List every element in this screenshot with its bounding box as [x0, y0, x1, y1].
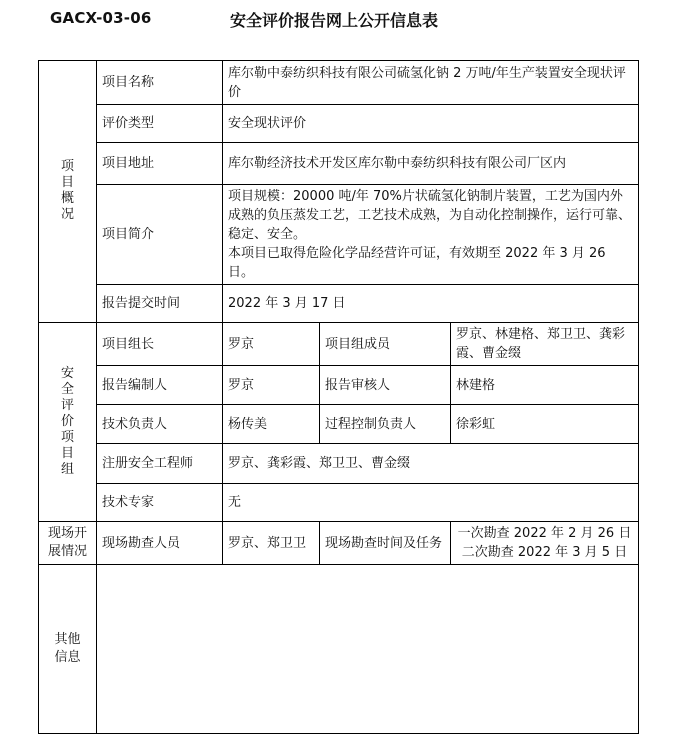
- tech-lead-value: 杨传美: [223, 405, 320, 444]
- table-row: [39, 285, 639, 323]
- project-intro-line: 项目规模：20000 吨/年 70%片状硫氢化钠制片装置，工艺为国内外成熟的负压蒸发工艺，工艺技术成熟，为自动化控制操作，运行可靠、稳定、安全。: [228, 189, 632, 242]
- table-row: [39, 61, 639, 105]
- other-info-value: [97, 565, 639, 734]
- tech-lead-label: 技术负责人: [97, 405, 223, 444]
- section-site-work: 现场开展情况: [39, 522, 97, 565]
- table-row: [39, 185, 639, 285]
- project-address-label: 项目地址: [97, 143, 223, 185]
- project-name-value: 库尔勒中泰纺织科技有限公司硫氢化钠 2 万吨/年生产装置安全现状评价: [223, 61, 639, 105]
- project-intro-value: [223, 185, 639, 285]
- table-row: [39, 444, 639, 484]
- project-intro-label: 项目简介: [97, 185, 223, 285]
- document-code: GACX-03-06: [50, 9, 152, 27]
- report-reviewer-value: 林建格: [451, 366, 639, 405]
- process-control-label: 过程控制负责人: [320, 405, 451, 444]
- tech-expert-value: 无: [223, 484, 639, 522]
- table-row: [39, 484, 639, 522]
- site-time-label: 现场勘查时间及任务: [320, 522, 451, 565]
- table-row: [39, 405, 639, 444]
- table-row: [39, 522, 639, 565]
- submit-time-value: 2022 年 3 月 17 日: [223, 285, 639, 323]
- team-members-value: 罗京、林建格、郑卫卫、龚彩霞、曹金缀: [451, 323, 639, 366]
- project-intro-line: 本项目已取得危险化学品经营许可证，有效期至 2022 年 3 月 26 日。: [228, 246, 606, 280]
- table-row: [39, 143, 639, 185]
- section-project-overview: 项目概况: [39, 61, 97, 323]
- section-evaluation-team: 安全评价项目组: [39, 323, 97, 522]
- safety-engineers-value: 罗京、龚彩霞、郑卫卫、曹金缀: [223, 444, 639, 484]
- table-row: [39, 323, 639, 366]
- safety-engineers-label: 注册安全工程师: [97, 444, 223, 484]
- team-leader-label: 项目组长: [97, 323, 223, 366]
- submit-time-label: 报告提交时间: [97, 285, 223, 323]
- team-members-label: 项目组成员: [320, 323, 451, 366]
- evaluation-type-value: 安全现状评价: [223, 105, 639, 143]
- site-staff-label: 现场勘查人员: [97, 522, 223, 565]
- team-leader-value: 罗京: [223, 323, 320, 366]
- site-staff-value: 罗京、郑卫卫: [223, 522, 320, 565]
- evaluation-type-label: 评价类型: [97, 105, 223, 143]
- project-name-label: 项目名称: [97, 61, 223, 105]
- table-row: [39, 105, 639, 143]
- site-visit-line: 二次勘查 2022 年 3 月 5 日: [461, 545, 628, 560]
- site-time-value: [451, 522, 639, 565]
- table-row: [39, 366, 639, 405]
- report-reviewer-label: 报告审核人: [320, 366, 451, 405]
- table-row: [39, 565, 639, 734]
- document-title: 安全评价报告网上公开信息表: [230, 11, 439, 30]
- site-visit-line: 一次勘查 2022 年 2 月 26 日: [457, 526, 632, 541]
- section-other-info: 其他信息: [39, 565, 97, 734]
- process-control-value: 徐彩虹: [451, 405, 639, 444]
- report-author-label: 报告编制人: [97, 366, 223, 405]
- project-address-value: 库尔勒经济技术开发区库尔勒中泰纺织科技有限公司厂区内: [223, 143, 639, 185]
- tech-expert-label: 技术专家: [97, 484, 223, 522]
- report-author-value: 罗京: [223, 366, 320, 405]
- info-table: [38, 60, 639, 734]
